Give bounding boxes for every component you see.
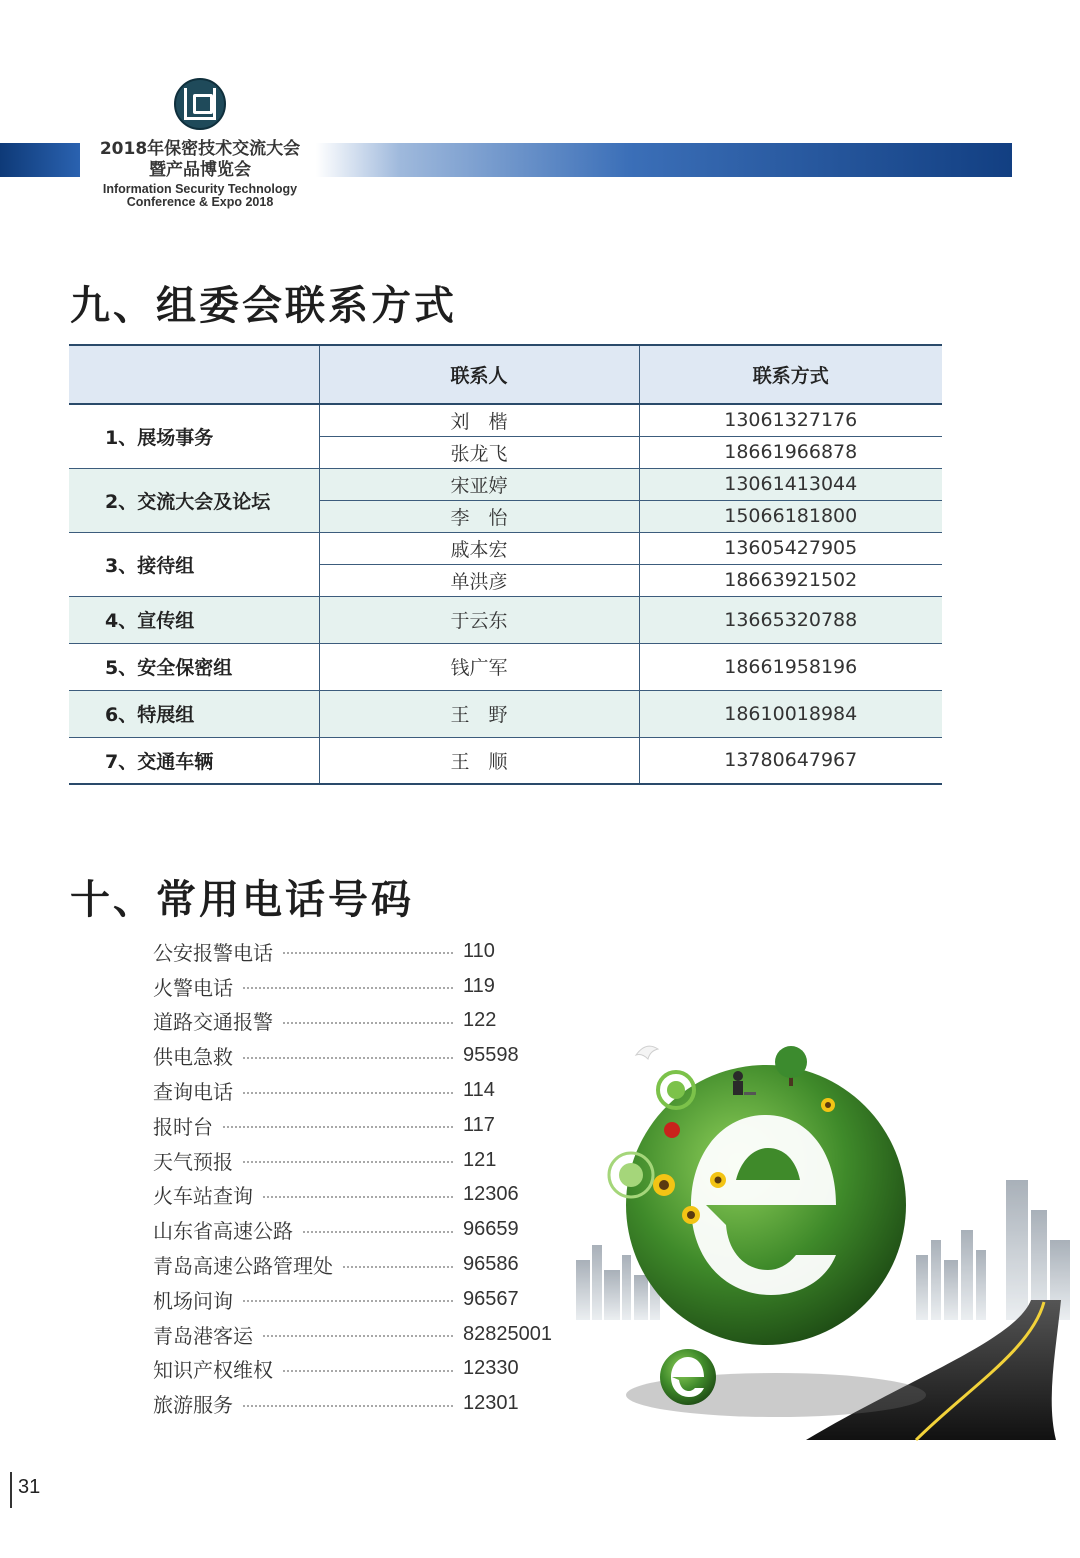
ladybug-icon [664, 1122, 680, 1138]
service-name: 查询电话 [153, 1080, 233, 1105]
table-row [69, 404, 942, 436]
list-item [153, 1317, 573, 1352]
person-cell: 李 怡 [319, 500, 639, 532]
conference-logo [174, 78, 226, 130]
dotted-leader [283, 1370, 453, 1372]
dotted-leader [283, 952, 453, 954]
page-number-rule [10, 1472, 12, 1508]
phone-number: 110 [463, 939, 495, 962]
dotted-leader [243, 1057, 453, 1059]
service-name: 供电急救 [153, 1045, 233, 1070]
phone-number: 12306 [463, 1183, 519, 1206]
table-row [69, 690, 942, 737]
header-title-cn: 2018年保密技术交流大会 暨产品博览会 [99, 139, 301, 180]
phone-cell: 13061327176 [639, 404, 942, 436]
list-item [153, 1282, 573, 1317]
service-name: 山东省高速公路 [153, 1219, 293, 1244]
person-cell: 单洪彦 [319, 564, 639, 596]
table-row [69, 596, 942, 643]
list-item [153, 1004, 573, 1039]
section-title-contacts: 九、组委会联系方式 [70, 283, 457, 329]
phone-cell: 13605427905 [639, 532, 942, 564]
person-cell: 王 顺 [319, 737, 639, 784]
service-name: 青岛高速公路管理处 [153, 1254, 333, 1279]
phone-cell: 18661966878 [639, 436, 942, 468]
small-letter-e [671, 1357, 704, 1397]
person-cell: 宋亚婷 [319, 468, 639, 500]
header-bar-right [316, 143, 1012, 177]
service-name: 青岛港客运 [153, 1323, 253, 1348]
tree-icon [775, 1046, 807, 1078]
service-name: 道路交通报警 [153, 1010, 273, 1035]
table-header-row [69, 345, 942, 404]
phone-number: 96586 [463, 1253, 519, 1276]
service-name: 机场问询 [153, 1288, 233, 1313]
table-row [69, 737, 942, 784]
dotted-leader [223, 1126, 453, 1128]
phone-cell: 13665320788 [639, 596, 942, 643]
list-item [153, 1352, 573, 1387]
phone-cell: 18663921502 [639, 564, 942, 596]
list-item [153, 1073, 573, 1108]
list-item [153, 1386, 573, 1421]
section-title-phones: 十、常用电话号码 [70, 877, 414, 923]
phone-cell: 13780647967 [639, 737, 942, 784]
dotted-leader [263, 1335, 453, 1337]
dotted-leader [243, 1405, 453, 1407]
person-cell: 王 野 [319, 690, 639, 737]
phone-number: 114 [463, 1079, 495, 1102]
service-name: 火车站查询 [153, 1184, 253, 1209]
dotted-leader [343, 1266, 453, 1268]
list-item [153, 1108, 573, 1143]
group-label: 4、宣传组 [69, 596, 319, 643]
person-cell: 钱广军 [319, 643, 639, 690]
table-row [69, 532, 942, 564]
dotted-leader [303, 1231, 453, 1233]
service-name: 报时台 [153, 1114, 213, 1139]
group-label: 7、交通车辆 [69, 737, 319, 784]
page-number: 31 [18, 1476, 41, 1498]
green-e-globe-illustration [576, 1000, 1076, 1450]
phone-cell: 18610018984 [639, 690, 942, 737]
phone-cell: 18661958196 [639, 643, 942, 690]
dotted-leader [243, 987, 453, 989]
contacts-table [69, 344, 942, 785]
group-label: 1、展场事务 [69, 404, 319, 468]
list-item [153, 1178, 573, 1213]
group-label: 3、接待组 [69, 532, 319, 596]
service-name: 旅游服务 [153, 1393, 233, 1418]
header-contact: 联系方式 [639, 345, 942, 404]
bird-icon [636, 1046, 658, 1059]
phone-number: 122 [463, 1009, 497, 1032]
phone-number: 12330 [463, 1357, 519, 1380]
phone-number: 96567 [463, 1287, 519, 1310]
service-name: 火警电话 [153, 975, 233, 1000]
phone-number: 95598 [463, 1044, 519, 1067]
dotted-leader [243, 1300, 453, 1302]
header-person: 联系人 [319, 345, 639, 404]
phone-number: 121 [463, 1148, 497, 1171]
service-name: 知识产权维权 [153, 1358, 273, 1383]
service-name: 公安报警电话 [153, 940, 273, 965]
list-item [153, 969, 573, 1004]
phone-cell: 15066181800 [639, 500, 942, 532]
person-cell: 戚本宏 [319, 532, 639, 564]
dotted-leader [263, 1196, 453, 1198]
list-item [153, 1038, 573, 1073]
header-title-en: Information Security Technology Conference & Expo 2018 [102, 182, 298, 209]
group-label: 2、交流大会及论坛 [69, 468, 319, 532]
phone-number: 96659 [463, 1218, 519, 1241]
header-blank [69, 345, 319, 404]
list-item [153, 1212, 573, 1247]
phone-number: 119 [463, 974, 495, 997]
group-label: 6、特展组 [69, 690, 319, 737]
table-row [69, 468, 942, 500]
table-row [69, 643, 942, 690]
phone-number: 82825001 [463, 1322, 552, 1345]
list-item [153, 1143, 573, 1178]
group-label: 5、安全保密组 [69, 643, 319, 690]
person-cell: 刘 楷 [319, 404, 639, 436]
dotted-leader [243, 1161, 453, 1163]
phone-number: 117 [463, 1113, 495, 1136]
dotted-leader [243, 1092, 453, 1094]
phone-number: 12301 [463, 1392, 519, 1415]
dotted-leader [283, 1022, 453, 1024]
header-bar-left [0, 143, 80, 177]
person-cell: 张龙飞 [319, 436, 639, 468]
list-item [153, 934, 573, 969]
person-cell: 于云东 [319, 596, 639, 643]
phone-cell: 13061413044 [639, 468, 942, 500]
list-item [153, 1247, 573, 1282]
service-name: 天气预报 [153, 1149, 233, 1174]
phone-list [153, 934, 573, 1421]
